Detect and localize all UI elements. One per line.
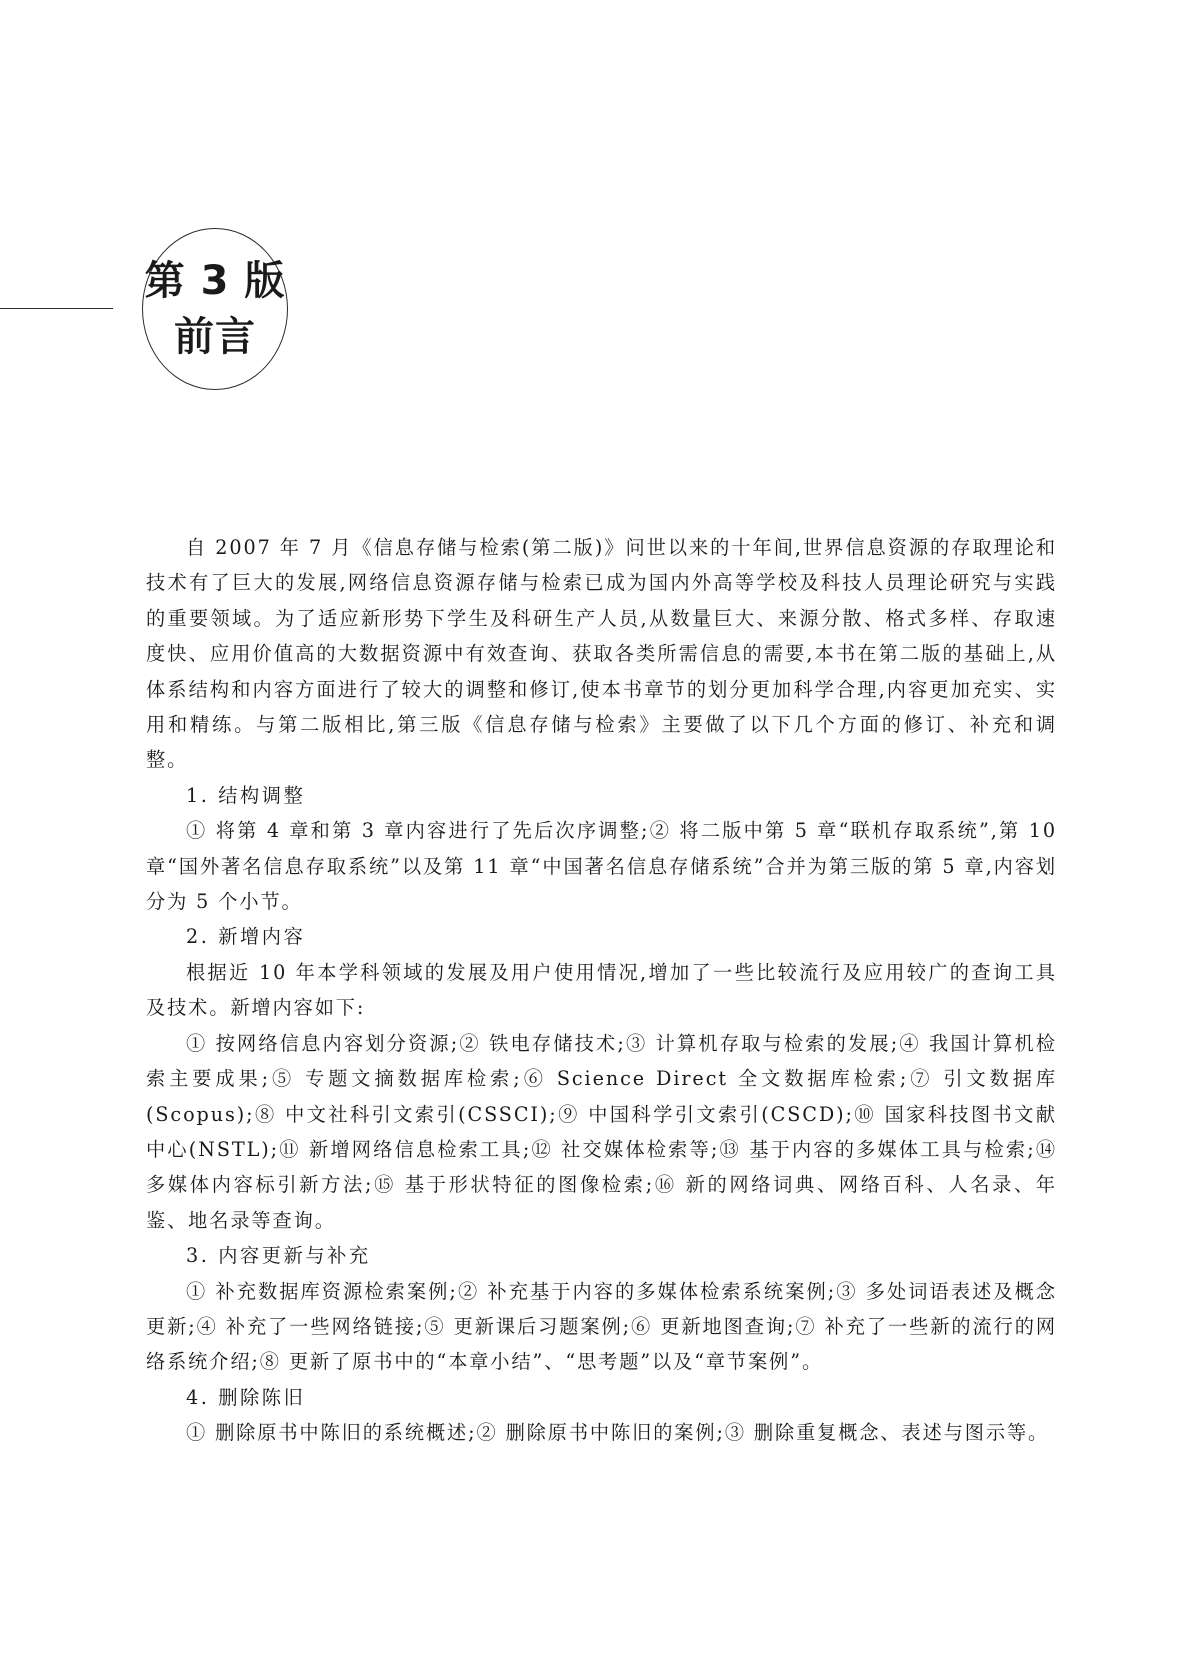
preface-body [146,530,1057,1451]
chapter-badge [142,228,288,390]
section-heading-new-content: 2. 新增内容 [186,925,306,949]
badge-edition: 第 3 版 [144,258,286,304]
section-intro-new-content: 根据近 10 年本学科领域的发展及用户使用情况,增加了一些比较流行及应用较广的查询工具及技术。新增内容如下: [146,960,1057,1020]
badge-title: 前言 [174,314,256,360]
section-text-structure: ① 将第 4 章和第 3 章内容进行了先后次序调整;② 将二版中第 5 章“联机存取系统”,第 10 章“国外著名信息存取系统”以及第 11 章“中国著名信息存储系统”合并为第三版的第 5 章,内容划分为 5 个小节。 [146,819,1057,914]
header-rule [0,308,113,309]
section-text-removals: ① 删除原书中陈旧的系统概述;② 删除原书中陈旧的案例;③ 删除重复概念、表述与图示等。 [186,1421,1050,1445]
section-heading-removals: 4. 删除陈旧 [186,1385,306,1409]
section-list-new-content: ① 按网络信息内容划分资源;② 铁电存储技术;③ 计算机存取与检索的发展;④ 我国计算机检索主要成果;⑤ 专题文摘数据库检索;⑥ Science Direct 全文数据库检索;⑦ 引文数据库(Scopus);⑧ 中文社科引文索引(CSSCI);⑨ 中国科学引文索引(CSCD);⑩ 国家科技图书文献中心(NSTL);⑪ 新增网络信息检索工具;⑫ 社交媒体检索等;⑬ 基于内容的多媒体工具与检索;⑭ 多媒体内容标引新方法;⑮ 基于形状特征的图像检索;⑯ 新的网络词典、网络百科、人名录、年鉴、地名录等查询。 [146,1031,1057,1232]
section-text-updates: ① 补充数据库资源检索案例;② 补充基于内容的多媒体检索系统案例;③ 多处词语表述及概念更新;④ 补充了一些网络链接;⑤ 更新课后习题案例;⑥ 更新地图查询;⑦ 补充了一些新的流行的网络系统介绍;⑧ 更新了原书中的“本章小结”、“思考题”以及“章节案例”。 [146,1279,1057,1374]
section-heading-structure: 1. 结构调整 [186,783,306,807]
intro-paragraph: 自 2007 年 7 月《信息存储与检索(第二版)》问世以来的十年间,世界信息资源的存取理论和技术有了巨大的发展,网络信息资源存储与检索已成为国内外高等学校及科技人员理论研究与实践的重要领域。为了适应新形势下学生及科研生产人员,从数量巨大、来源分散、格式多样、存取速度快、应用价值高的大数据资源中有效查询、获取各类所需信息的需要,本书在第二版的基础上,从体系结构和内容方面进行了较大的调整和修订,使本书章节的划分更加科学合理,内容更加充实、实用和精练。与第二版相比,第三版《信息存储与检索》主要做了以下几个方面的修订、补充和调整。 [146,536,1057,772]
section-heading-updates: 3. 内容更新与补充 [186,1244,371,1268]
